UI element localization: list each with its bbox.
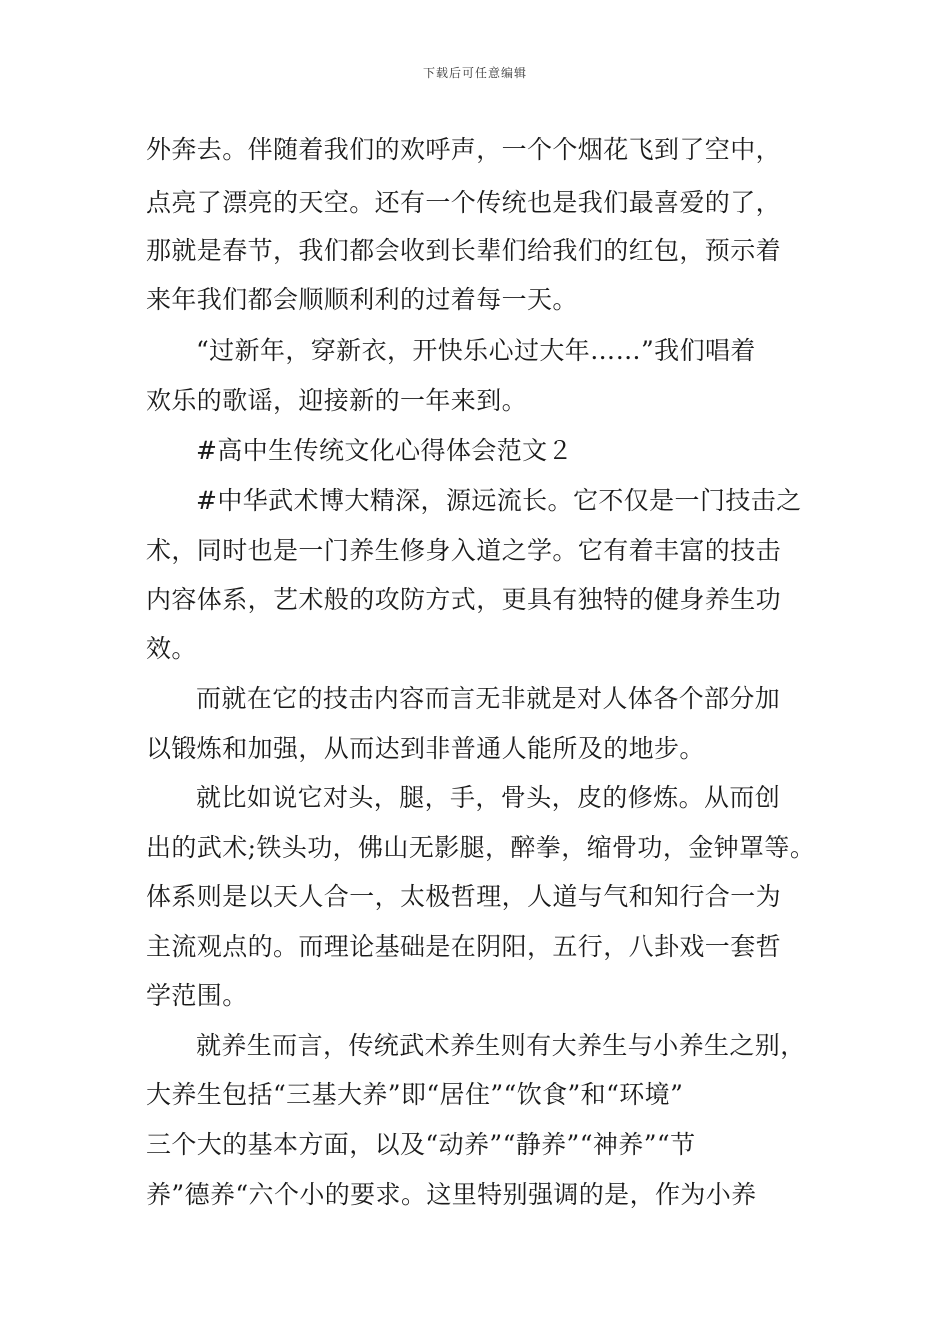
body-line: 三个大的基本方面，以及“动养”“静养”“神养”“节 [146,1130,696,1159]
body-line: 体系则是以天人合一，太极哲理，人道与气和知行合一为 [146,882,782,911]
body-line: 点亮了漂亮的天空。还有一个传统也是我们最喜爱的了， [146,188,782,217]
body-line: 效。 [146,634,197,663]
body-line: 出的武术;铁头功，佛山无影腿，醉拳，缩骨功，金钟罩等。 [146,833,816,862]
body-line: 欢乐的歌谣，迎接新的一年来到。 [146,386,528,415]
header-note: 下载后可任意编辑 [422,66,527,80]
paragraph-first-line: 就比如说它对头，腿，手，骨头，皮的修炼。从而创 [196,783,781,812]
body-line: 主流观点的。而理论基础是在阴阳，五行，八卦戏一套哲 [146,932,782,961]
body-line: 内容体系，艺术般的攻防方式，更具有独特的健身养生功 [146,585,782,614]
body-line: 以锻炼和加强，从而达到非普通人能所及的地步。 [146,734,705,763]
body-line: 那就是春节，我们都会收到长辈们给我们的红包，预示着 [146,236,782,265]
body-line: 大养生包括“三基大养”即“居住”“饮食”和“环境” [146,1080,684,1109]
body-line: 术，同时也是一门养生修身入道之学。它有着丰富的技击 [146,536,782,565]
body-line: 养”德养“六个小的要求。这里特别强调的是，作为小养 [146,1180,757,1209]
paragraph-first-line: 而就在它的技击内容而言无非就是对人体各个部分加 [196,684,781,713]
body-line: 外奔去。伴随着我们的欢呼声，一个个烟花飞到了空中， [146,135,782,164]
paragraph-first-line: #中华武术博大精深，源远流长。它不仅是一门技击之 [196,486,802,515]
paragraph-first-line: 就养生而言，传统武术养生则有大养生与小养生之别， [196,1031,806,1060]
section-heading: #高中生传统文化心得体会范文２ [196,436,573,465]
body-line: 来年我们都会顺顺利利的过着每一天。 [146,285,578,314]
body-line: 学范围。 [146,981,248,1010]
paragraph-first-line: “过新年，穿新衣，开快乐心过大年……”我们唱着 [196,336,756,365]
